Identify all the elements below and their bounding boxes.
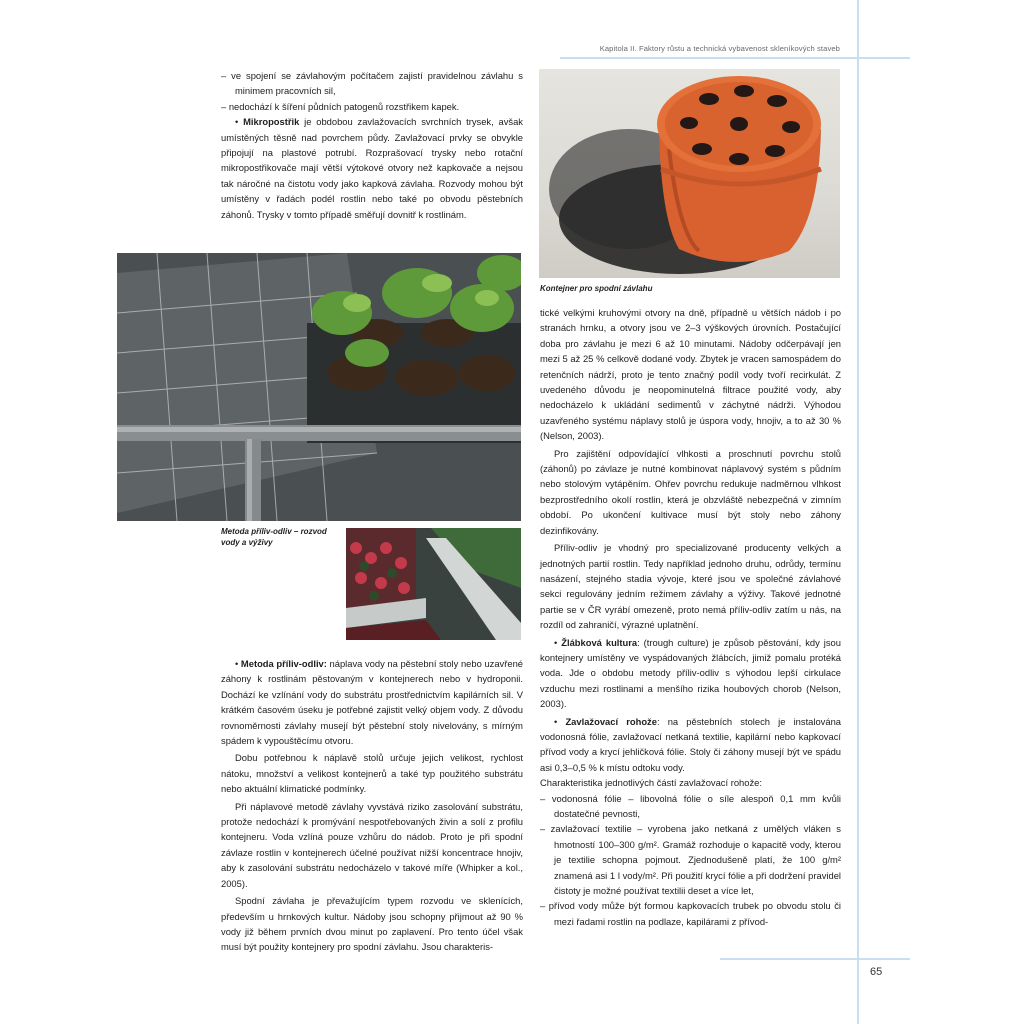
list-item: – vodonosná fólie – libovolná fólie o síle alespoň 0,1 mm kvůli dostatečné pevnosti,: [540, 792, 841, 819]
list-item: – přívod vody může být formou kapkovacích trubek po obvodu stolu či mezi řadami rostlin na podlaze, kapilárami z přívod-: [540, 900, 841, 927]
paragraph-text: náplava vody na pěstební stoly nebo uzavřené záhony k rostlinám pěstovaným v kontejnerech nebo v hydroponii. Dochází ke vzlínání vody do substrátu prostřednictvím kapilárních sil. V krátkém časovém úseku je potřebné zajistit velký objem vody. Z důvodu rovnoměrnosti závlahy musejí být pěstební stoly nivelovány, s mírným spádem k vypouštěcímu otvoru.: [221, 658, 524, 747]
keyword-rohoze: Zavlažovací rohože: [565, 715, 657, 727]
photo-ebb-flow-table: [117, 253, 521, 521]
caption-ebb-flow: Metoda příliv-odliv – rozvod vody a výživy: [221, 527, 327, 547]
paragraph-ebb-flow: • Metoda příliv-odliv: náplava vody na pěstební stoly nebo uzavřené záhony k rostlinám pěstovaným v kontejnerech nebo v hydroponii. Dochází ke vzlínání vody do substrátu prostřednictvím kapilárních sil. V krátkém časovém úseku je potřebné zajistit velký objem vody. Z důvodu rovnoměrnosti závlahy musejí být pěstební stoly nivelovány, s mírným spádem k vypouštěcímu otvoru.: [221, 658, 524, 747]
paragraph-text: : na pěstebních stolech je instalována vodonosná fólie, zavlažovací netkaná textilie, kapilární nebo kapkovací přívod vody a krycí jehličková fólie. Stoly či záhony musejí být ve spádu asi 0,3–0,5 % k místu odtoku vody.: [540, 715, 842, 773]
paragraph: Příliv-odliv je vhodný pro specializované producenty velkých a jednotných partií rostlin. Tedy například jednoho druhu, odrůdy, termínu nasázení, stejného stadia vývoje, které jsou ve společné závlahové sekci regulovány jedním režimem závlahy a výživy. Takové jednotné partie se v ČR vyrábí omezeně, proto nemá příliv-odliv zatím u nás, na rozdíl od zahraničí, výrazné uplatnění.: [540, 542, 841, 631]
paragraph-rohoze: • Zavlažovací rohože: na pěstebních stolech je instalována vodonosná fólie, zavlažovací netkaná textilie, kapilární nebo kapkovací přívod vody a krycí jehličková fólie. Stoly či záhony musejí být ve spádu asi 0,3–0,5 % k místu odtoku vody.: [540, 715, 842, 773]
paragraph: Pro zajištění odpovídající vlhkosti a proschnutí povrchu stolů (záhonů) po závlaze je nutné kombinovat náplavový systém s půdním nebo stolovým vytápěním. Ohřev povrchu redukuje nadměrnou vlhkost bezprostředního okolí rostlin, která je obzvláště nebezpečná v zimním období. Po ukončení kultivace musí být stoly nebo záhony dezinfikovány.: [540, 447, 841, 536]
list-item: – nedochází k šíření půdních patogenů rozstřikem kapek.: [221, 100, 460, 112]
column-bottom-left: [221, 656, 523, 955]
benches-illustration: [346, 528, 521, 640]
keyword-mikropostrik: Mikropostřik: [243, 116, 300, 128]
paragraph: tické velkými kruhovými otvory na dně, případně u větších nádob i po stranách hrnku, a otvory jsou ve 2–3 výškových úrovních. Postačující doba pro závlahu je mezi 6 až 10 minutami. Nádoby odčerpávají jen mezi 5 až 25 % celkově dodané vody. Zbytek je vracen samospádem do retenčních nádrží, proto je tento značný podíl vody tvoří recirkulát. Z uvedeného důvodu je neopominutelná filtrace použité vody, aby nedocházelo k ukládání sedimentů v záchytné nádrži. Výhodou uzavřeného systému náplavy stolů je úspora vody, hnojiv, a to až 30 % (Nelson, 2003).: [540, 307, 841, 442]
paragraph: Při náplavové metodě závlahy vyvstává riziko zasolování substrátu, protože nedochází k promývání nespotřebovaných živin a solí z profilu kontejneru. Voda vzlíná pouze vzhůru do nádob. Proto je při spodní závlaze rostlin v kontejnerech účelné používat nižší koncentrace hnojiv, aby k zasolování substrátu nedocházelo v takové míře (Whipker a kol., 2005).: [221, 800, 523, 889]
header-rule: [560, 57, 910, 59]
caption-container: Kontejner pro spodní závlahu: [540, 284, 653, 293]
footer-rule: [720, 958, 910, 960]
keyword-zlabkova: Žlábková kultura: [561, 636, 638, 648]
column-top-left: [221, 68, 523, 222]
paragraph: Charakteristika jednotlivých částí zavlažovací rohože:: [540, 777, 762, 789]
pot-illustration: [539, 69, 840, 278]
list-item: – ve spojení se závlahovým počítačem zajistí pravidelnou závlahu s minimem pracovních sil,: [221, 70, 523, 97]
list-item: – zavlažovací textilie – vyrobena jako netkaná z umělých vláken s hmotností 100–300 g/m². Gramáž rozhoduje o kapacitě vody, kterou je textilie schopna pojmout. Zjednodušeně platí, že 100 g/m² znamená asi 1 l vody/m². Při použití krycí fólie a při dodržení pravidel čistoty je možné používat textilii deset a více let,: [540, 823, 841, 897]
keyword-ebb-flow: Metoda příliv-odliv:: [240, 658, 327, 669]
paragraph-text: : (trough culture) je způsob pěstování, kdy jsou kontejnery umístěny ve vyspádovaných žlábcích, jimiž pomalu protéká voda. Jde o obdobu metody příliv-odliv s výhodou lepší cirkulace vzduchu mezi rostlinami a menšího rizika houbových chorob (Nelson, 2003).: [540, 636, 841, 710]
column-right: [540, 305, 841, 929]
paragraph-text: je obdobou zavlažovacích svrchních trysek, avšak umístěných těsně nad povrchem půdy. Zavlažovací prvky se obvykle připojují na plastové potrubí. Rozprašovací trysky nebo rotační mikropostřikovače mají větší výtokové otvory než kapkovače a nejsou tak náročné na čistotu vody jako kapková závlaha. Rozvody mohou být umístěny v řadách podél rostlin nebo také po obvodu pěstebních záhonů. Trysky v tomto případě směřují dovnitř k rostlinám.: [221, 116, 523, 220]
paragraph: Spodní závlaha je převažujícím typem rozvodu ve sklenících, především u hrnkových kultur. Nádoby jsou schopny přijmout až 90 % vody již během prvních dvou minut po zaplavení. Pro tento účel však musí být použity kontejnery pro spodní závlahu. Jsou charakteris-: [221, 895, 523, 953]
ebb-flow-illustration: [117, 253, 521, 521]
photo-container-pot: [539, 69, 840, 278]
paragraph: Dobu potřebnou k náplavě stolů určuje jejich velikost, rychlost nátoku, množství a velikost kontejnerů a také typ použitého substrátu nebo aktuální klimatické podmínky.: [221, 752, 523, 795]
page-number: 65: [870, 966, 883, 978]
running-header: Kapitola II. Faktory růstu a technická vybavenost skleníkových staveb: [599, 44, 840, 53]
photo-begonia-benches: [346, 528, 521, 640]
paragraph-zlabkova: • Žlábková kultura: (trough culture) je způsob pěstování, kdy jsou kontejnery umístěny ve vyspádovaných žlábcích, jimiž pomalu protéká voda. Jde o obdobu metody příliv-odliv s výhodou lepší cirkulace vzduchu mezi rostlinami a menšího rizika houbových chorob (Nelson, 2003).: [540, 636, 841, 710]
paragraph-mikropostrik: • Mikropostřik je obdobou zavlažovacích svrchních trysek, avšak umístěných těsně nad povrchem půdy. Zavlažovací prvky se obvykle připojují na plastové potrubí. Rozprašovací trysky nebo rotační mikropostřikovače mají větší výtokové otvory než kapkovače a nejsou tak náročné na čistotu vody jako kapková závlaha. Rozvody mohou být umístěny v řadách podél rostlin nebo také po obvodu pěstebních záhonů. Trysky v tomto případě směřují dovnitř k rostlinám.: [221, 116, 523, 220]
margin-rule-vertical: [857, 0, 859, 1024]
